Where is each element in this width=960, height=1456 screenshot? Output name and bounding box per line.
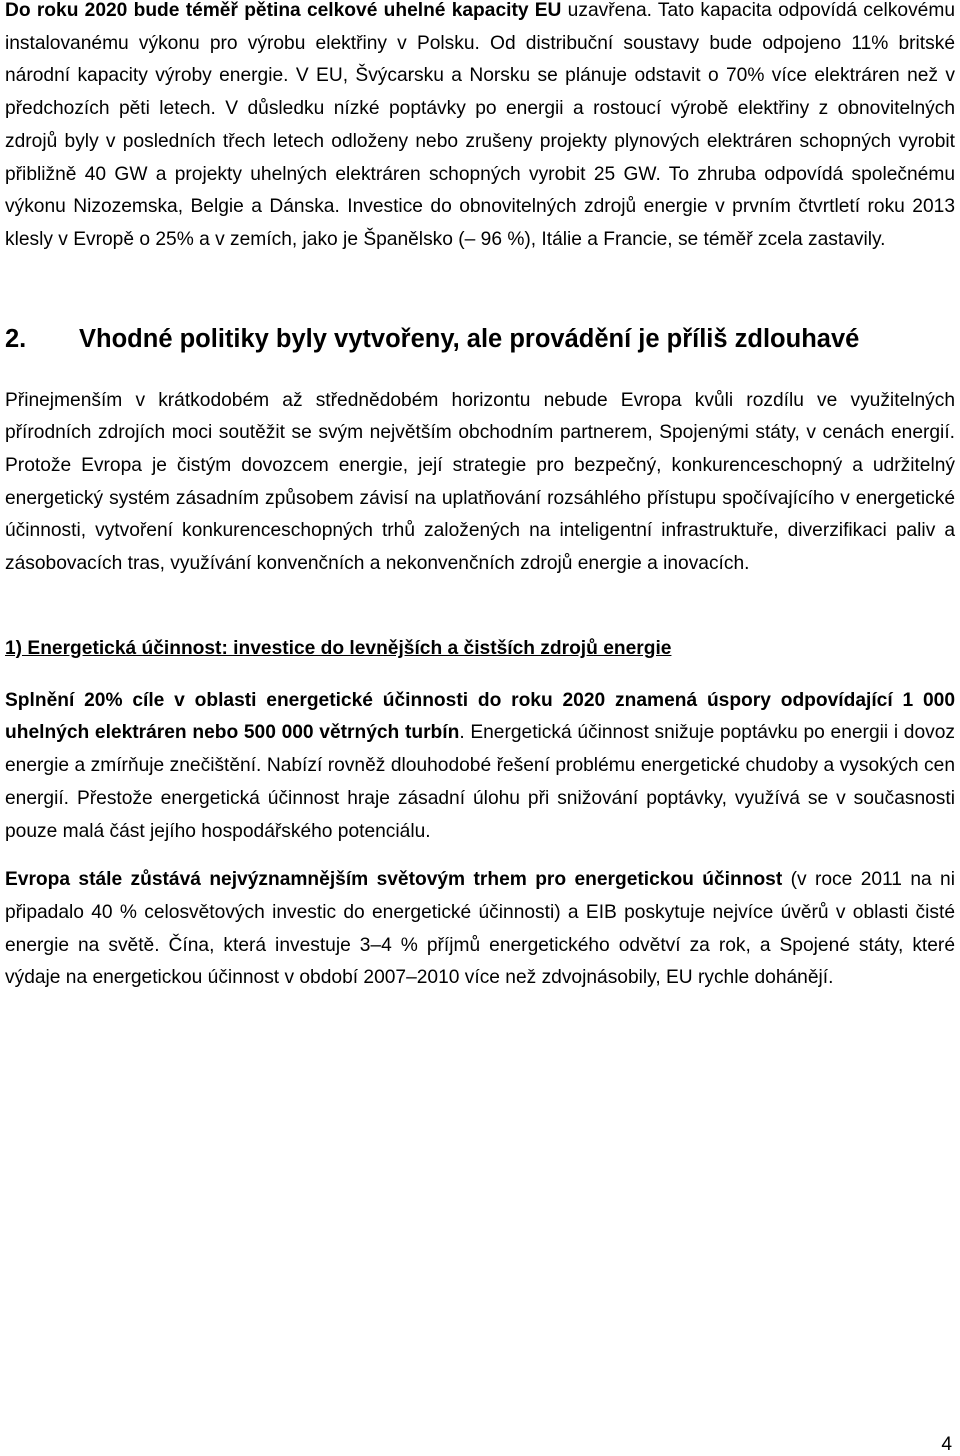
section-title: Vhodné politiky byly vytvořeny, ale provádění je příliš zdlouhavé [79, 324, 860, 353]
paragraph-intro [5, 0, 955, 257]
section-number: 2. [5, 324, 27, 353]
section-heading [5, 321, 955, 357]
page-number: 4 [941, 1434, 952, 1455]
paragraph-europe-market-bold-lead: Evropa stále zůstává nejvýznamnějším světovým trhem pro energetickou účinnost [5, 869, 783, 891]
paragraph-efficiency-target [5, 685, 955, 849]
paragraph-intro-bold-lead: Do roku 2020 bude téměř pětina celkové uhelné kapacity EU [5, 0, 562, 21]
sub-heading-energy-efficiency: 1) Energetická účinnost: investice do levnějších a čistších zdrojů energie [5, 637, 672, 659]
paragraph-efficiency-target-text: . Energetická účinnost snižuje poptávku po energii i dovoz energie a zmírňuje znečištění. Nabízí rovněž dlouhodobé řešení problému energetické chudoby a vysokých cen energií. Přestože energetická účinnost hraje zásadní úlohu při snižování poptávky, využívá se v současnosti pouze malá část jejího hospodářského potenciálu. [5, 722, 955, 842]
paragraph-europe-market [5, 864, 955, 995]
paragraph-europe-market-text: (v roce 2011 na ni připadalo 40 % celosvětových investic do energetické účinnosti) a EIB poskytuje nejvíce úvěrů v oblasti čisté energie na světě. Čína, která investuje 3–4 % příjmů energetického odvětví za rok, a Spojené státy, které výdaje na energetickou účinnost v období 2007–2010 více než zdvojnásobily, EU rychle dohánějí. [5, 869, 955, 989]
paragraph-strategy: Přinejmenším v krátkodobém až střednědobém horizontu nebude Evropa kvůli rozdílu ve využitelných přírodních zdrojích moci soutěžit se svým největším obchodním partnerem, Spojenými státy, v cenách energií. Protože Evropa je čistým dovozcem energie, její strategie pro bezpečný, konkurenceschopný a udržitelný energetický systém zásadním způsobem závisí na uplatňování rozsáhlého přístupu spočívajícího v energetické účinnosti, vytvoření konkurenceschopných trhů založených na inteligentní infrastruktuře, diverzifikaci paliv a zásobovacích tras, využívání konvenčních a nekonvenčních zdrojů energie a inovacích. [5, 389, 955, 575]
document-page [5, 0, 955, 995]
paragraph-intro-text: uzavřena. Tato kapacita odpovídá celkovému instalovanému výkonu pro výrobu elektřiny v Polsku. Od distribuční soustavy bude odpojeno 11% britské národní kapacity výroby energie. V EU, Švýcarsku a Norsku se plánuje odstavit o 70% více elektráren než v předchozích pěti letech. V důsledku nízké poptávky po energii a rostoucí výrobě elektřiny z obnovitelných zdrojů byly v posledních třech letech odloženy nebo zrušeny projekty plynových elektráren schopných vyrobit přibližně 40 GW a projekty uhelných elektráren schopných vyrobit 25 GW. To zhruba odpovídá společnému výkonu Nizozemska, Belgie a Dánska. Investice do obnovitelných zdrojů energie v prvním čtvrtletí roku 2013 klesly v Evropě o 25% a v zemích, jako je Španělsko (– 96 %), Itálie a Francie, se téměř zcela zastavily. [5, 0, 956, 250]
paragraph-efficiency-target-bold-lead: Splnění 20% cíle v oblasti energetické účinnosti do roku 2020 znamená úspory odpovídající 1 000 uhelných elektráren nebo 500 000 větrných turbín [5, 689, 955, 744]
